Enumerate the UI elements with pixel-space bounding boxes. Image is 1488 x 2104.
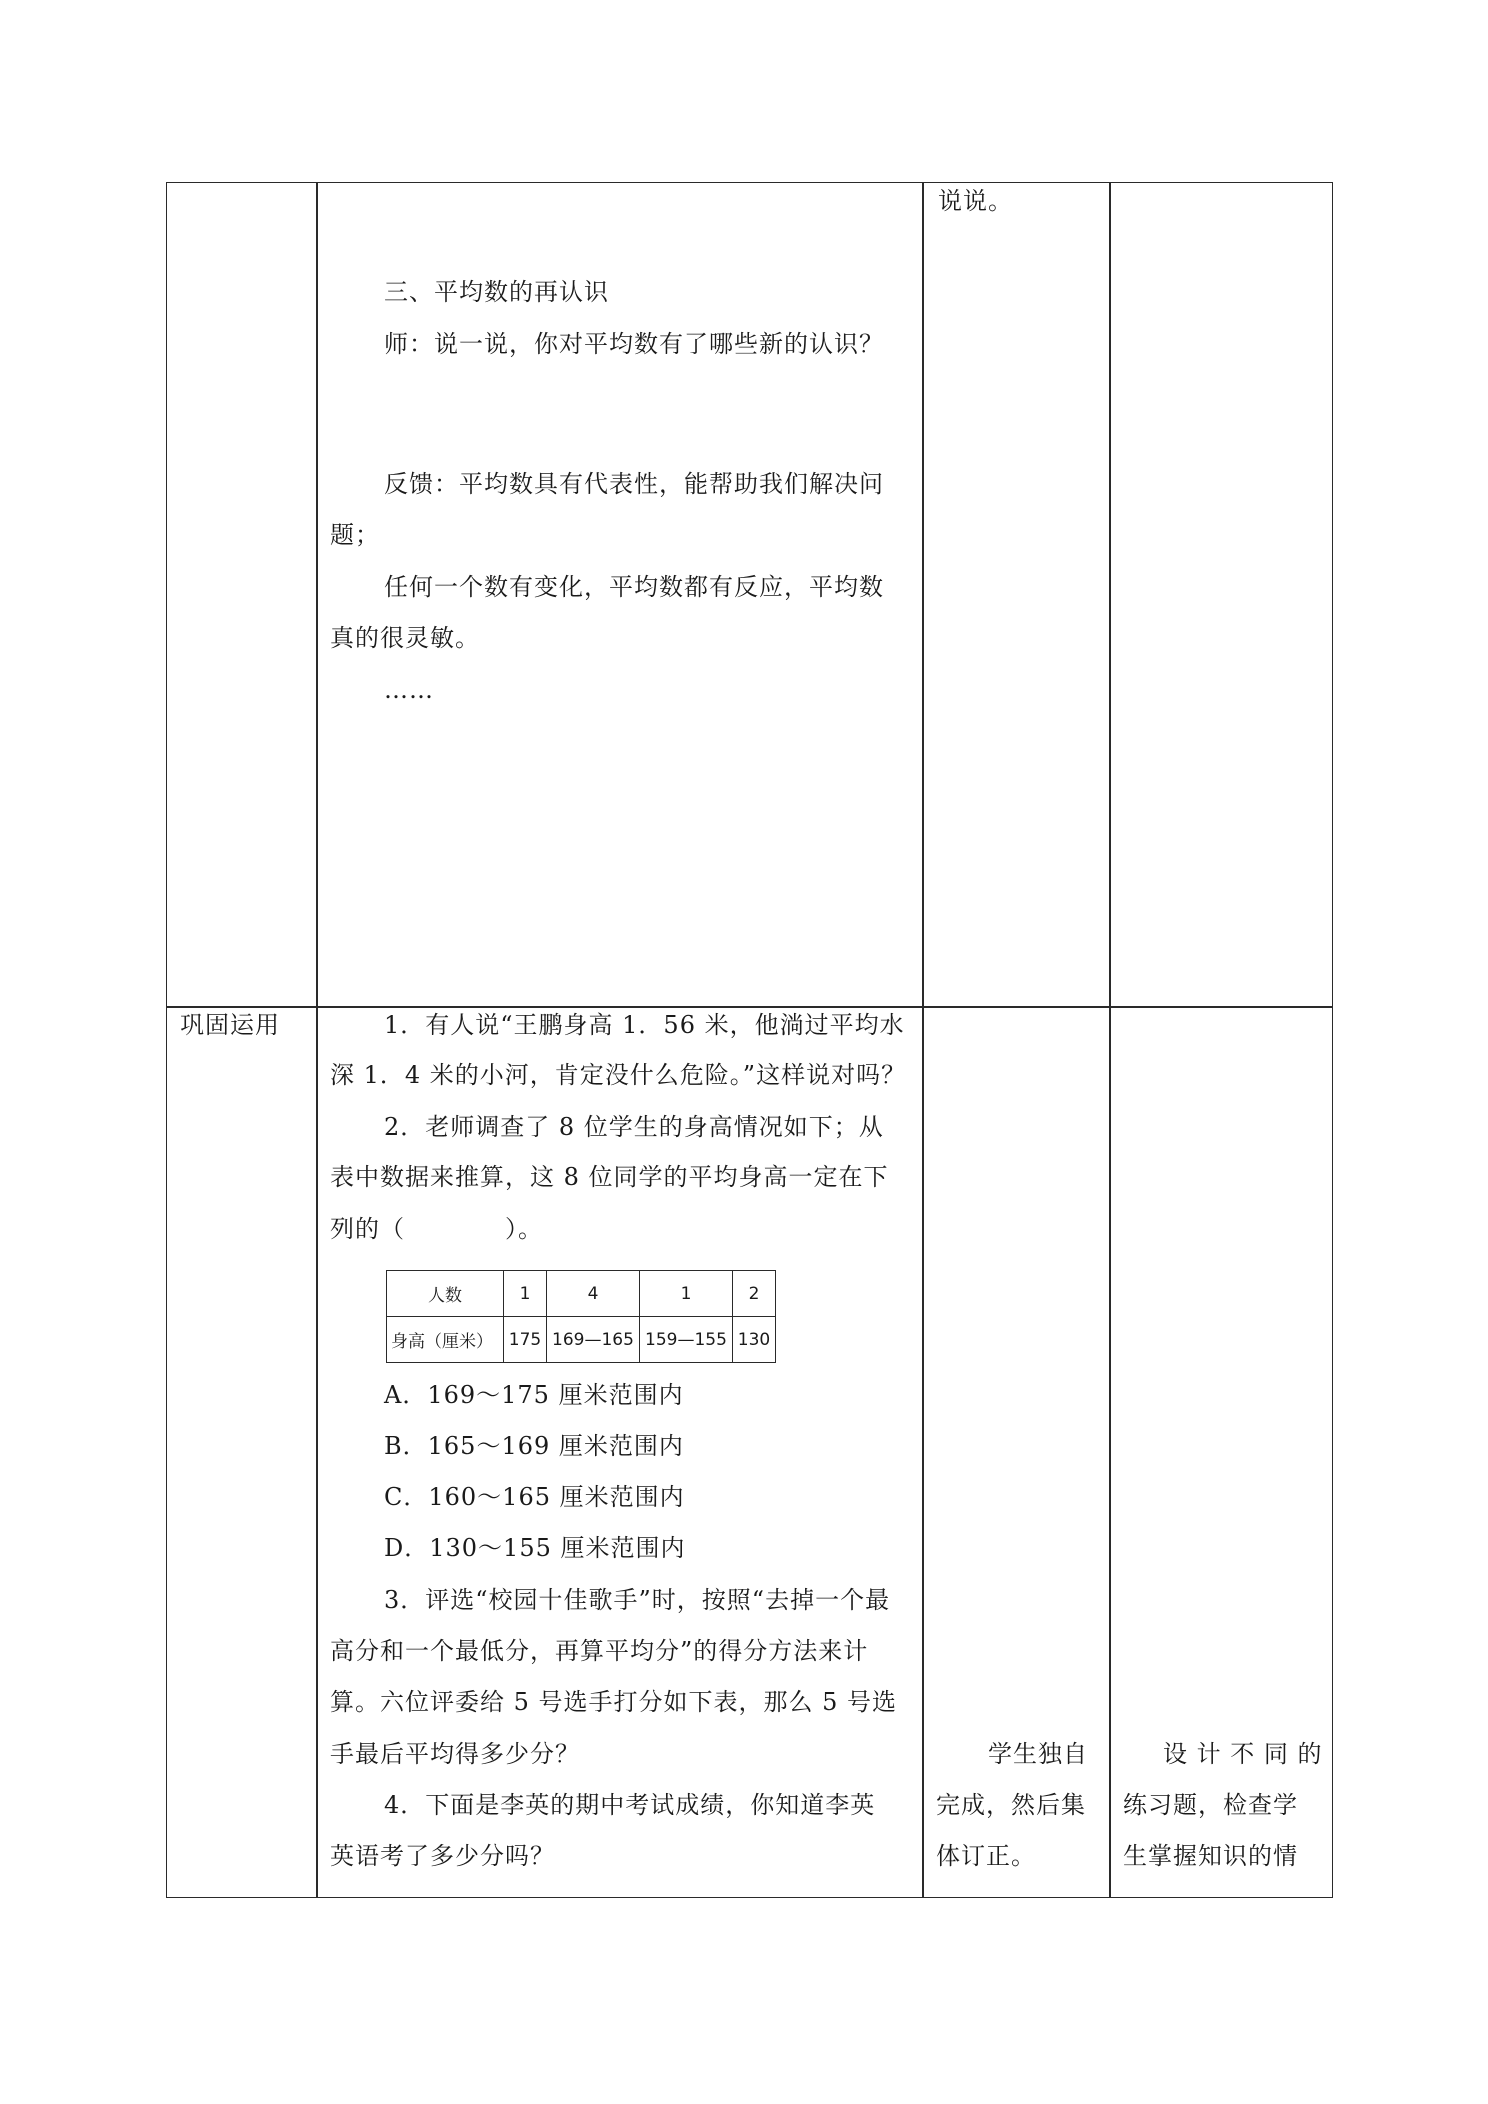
question-3-line-2: 高分和一个最低分，再算平均分”的得分方法来计 [330,1637,869,1665]
table-cell: 175 [504,1317,547,1363]
table-cell: 人数 [387,1271,504,1317]
row2-label: 巩固运用 [180,1011,280,1039]
table-cell: 1 [640,1271,733,1317]
question-3-line-1: 3．评选“校园十佳歌手”时，按照“去掉一个最 [384,1586,891,1614]
row2-label-cell [166,1006,318,1898]
table-row [387,1317,776,1363]
question-1-line-2: 深 1．4 米的小河，肯定没什么危险。”这样说对吗？ [330,1061,907,1089]
question-2-line-3: 列的（ ）。 [330,1215,543,1243]
option-d: D．130～155 厘米范围内 [384,1534,686,1562]
student-activity-line-1: 学生独自 [988,1740,1088,1768]
student-activity-line-2: 完成，然后集 [936,1791,1086,1819]
table-cell: 159—155 [640,1317,733,1363]
feedback-line-1: 反馈：平均数具有代表性，能帮助我们解决问 [384,470,884,498]
row1-label-cell [166,182,318,1008]
ellipsis: …… [384,676,434,704]
feedback-line-3: 任何一个数有变化，平均数都有反应，平均数 [384,573,884,601]
student-activity-line-3: 体订正。 [936,1842,1036,1870]
section-heading: 三、平均数的再认识 [384,278,609,306]
table-cell: 2 [733,1271,776,1317]
design-intent-line-2: 练习题，检查学 [1123,1791,1298,1819]
question-4-line-1: 4．下面是李英的期中考试成绩，你知道李英 [384,1791,876,1819]
option-b: B．165～169 厘米范围内 [384,1432,684,1460]
row1-student-text: 说说。 [938,187,1013,215]
question-2-line-1: 2．老师调查了 8 位学生的身高情况如下；从 [384,1113,884,1141]
row1-student-cell [922,182,1111,1008]
feedback-line-2: 题； [330,521,380,549]
teacher-question: 师：说一说，你对平均数有了哪些新的认识？ [384,330,884,358]
question-2-line-2: 表中数据来推算，这 8 位同学的平均身高一定在下 [330,1163,889,1191]
design-intent-line-1: 设 计 不 同 的 [1163,1740,1323,1768]
table-cell: 1 [504,1271,547,1317]
table-cell: 130 [733,1317,776,1363]
question-3-line-3: 算。六位评委给 5 号选手打分如下表，那么 5 号选 [330,1688,898,1716]
question-3-line-4: 手最后平均得多少分？ [330,1740,580,1768]
height-table [386,1270,776,1363]
question-1-line-1: 1．有人说“王鹏身高 1．56 米，他淌过平均水 [384,1011,905,1039]
option-c: C．160～165 厘米范围内 [384,1483,685,1511]
feedback-line-4: 真的很灵敏。 [330,624,480,652]
table-cell: 身高（厘米） [387,1317,504,1363]
row1-design-cell [1109,182,1333,1008]
table-row [387,1271,776,1317]
table-cell: 4 [547,1271,640,1317]
question-4-line-2: 英语考了多少分吗？ [330,1842,555,1870]
option-a: A．169～175 厘米范围内 [384,1381,684,1409]
design-intent-line-3: 生掌握知识的情 [1123,1842,1298,1870]
table-cell: 169—165 [547,1317,640,1363]
